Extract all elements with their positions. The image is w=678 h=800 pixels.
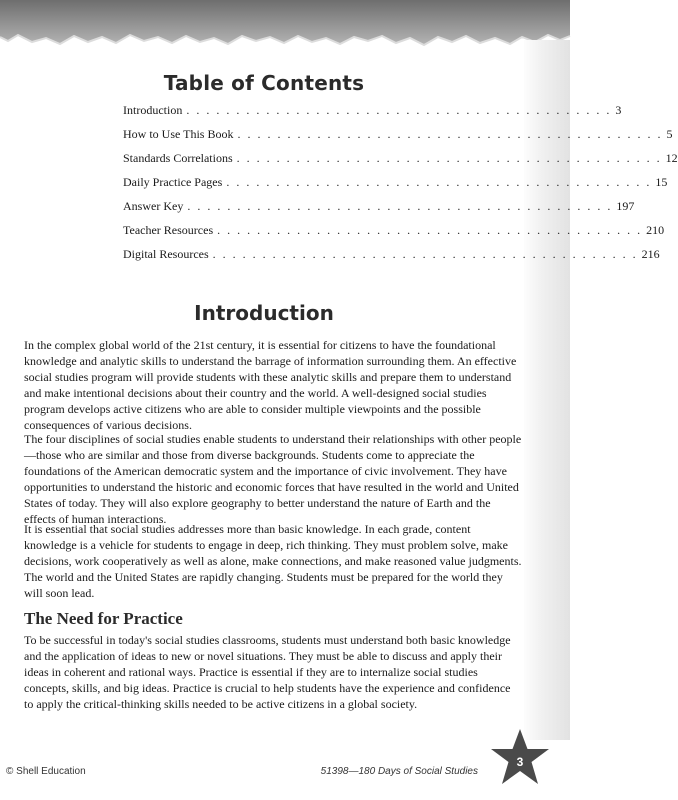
toc-entry-page: 12	[665, 151, 678, 165]
introduction-title: Introduction	[194, 301, 334, 325]
torn-paper-header	[0, 0, 570, 60]
toc-leader-dots: . . . . . . . . . . . . . . . . . . . . . . . . . . . . . . . . . . . . . . . . . . .	[226, 175, 652, 189]
toc-leader-dots: . . . . . . . . . . . . . . . . . . . . . . . . . . . . . . . . . . . . . . . . . . .	[236, 151, 662, 165]
toc-entry-page: 15	[655, 175, 668, 189]
toc-entry-introduction[interactable]	[123, 102, 622, 126]
toc-leader-dots: . . . . . . . . . . . . . . . . . . . . . . . . . . . . . . . . . . . . . . . . . . .	[237, 127, 663, 141]
toc-entry-label: How to Use This Book	[123, 127, 234, 141]
intro-paragraph-3: It is essential that social studies addresses more than basic knowledge. In each grade, content knowledge is a vehicle for students to engage in deep, rich thinking. They must problem solve, make decisions, work cooperatively as well as alone, make connections, and make reasoned value judgments. The world and the United States are rapidly changing. Students must be prepared for the world they will soon lead.	[24, 522, 522, 600]
toc-entry-label: Daily Practice Pages	[123, 175, 223, 189]
book-title-footer: 51398—180 Days of Social Studies	[320, 766, 478, 777]
toc-entry-page: 216	[641, 247, 660, 261]
intro-paragraph-1: In the complex global world of the 21st century, it is essential for citizens to have the foundational knowledge and analytic skills to understand the barrage of information surrounding them. An effective social studies program will provide students with these analytic skills and prepare them to understand and make intentional decisions about their country and the world. A well-designed social studies program develops active citizens who are able to consider multiple viewpoints and the possible consequences of various decisions.	[24, 338, 517, 432]
toc-leader-dots: . . . . . . . . . . . . . . . . . . . . . . . . . . . . . . . . . . . . . . . . . . .	[212, 247, 638, 261]
toc-entry-digital-resources[interactable]	[123, 246, 660, 270]
toc-leader-dots: . . . . . . . . . . . . . . . . . . . . . . . . . . . . . . . . . . . . . . . . . . .	[186, 103, 612, 117]
publisher-credit: © Shell Education	[6, 766, 86, 777]
table-of-contents	[123, 102, 678, 270]
toc-entry-page: 5	[666, 127, 673, 141]
toc-leader-dots: . . . . . . . . . . . . . . . . . . . . . . . . . . . . . . . . . . . . . . . . . . .	[187, 199, 613, 213]
toc-entry-page: 197	[616, 199, 635, 213]
toc-title: Table of Contents	[163, 71, 365, 95]
toc-entry-answer-key[interactable]	[123, 198, 635, 222]
page-number: 3	[516, 755, 524, 769]
page-edge-shading	[524, 40, 570, 740]
toc-entry-label: Digital Resources	[123, 247, 209, 261]
toc-entry-label: Standards Correlations	[123, 151, 233, 165]
toc-entry-label: Introduction	[123, 103, 183, 117]
toc-entry-page: 3	[615, 103, 622, 117]
toc-entry-daily-practice[interactable]	[123, 174, 668, 198]
need-for-practice-paragraph: To be successful in today's social studies classrooms, students must understand both basic knowledge and the application of ideas to new or novel situations. They must be able to discuss and apply their ideas in coherent and rational ways. Practice is essential if they are to internalize social studies concepts, skills, and big ideas. Practice is crucial to help students have the experience and confidence to apply the critical-thinking skills needed to be active citizens in a global society.	[24, 633, 511, 711]
intro-paragraph-2: The four disciplines of social studies enable students to understand their relationships with other people—those who are similar and those from diverse backgrounds. Students come to appreciate the foundations of the American democratic system and the importance of civic involvement. They have opportunities to understand the historic and economic forces that have resulted in the world and United States of today. They will also explore geography to better understand the nature of Earth and the effects of human interactions.	[24, 432, 522, 526]
toc-entry-page: 210	[646, 223, 665, 237]
toc-leader-dots: . . . . . . . . . . . . . . . . . . . . . . . . . . . . . . . . . . . . . . . . . . .	[217, 223, 643, 237]
toc-entry-standards[interactable]	[123, 150, 678, 174]
toc-entry-how-to-use[interactable]	[123, 126, 673, 150]
toc-entry-label: Teacher Resources	[123, 223, 214, 237]
toc-entry-teacher-resources[interactable]	[123, 222, 665, 246]
toc-entry-label: Answer Key	[123, 199, 184, 213]
need-for-practice-heading: The Need for Practice	[24, 609, 183, 628]
